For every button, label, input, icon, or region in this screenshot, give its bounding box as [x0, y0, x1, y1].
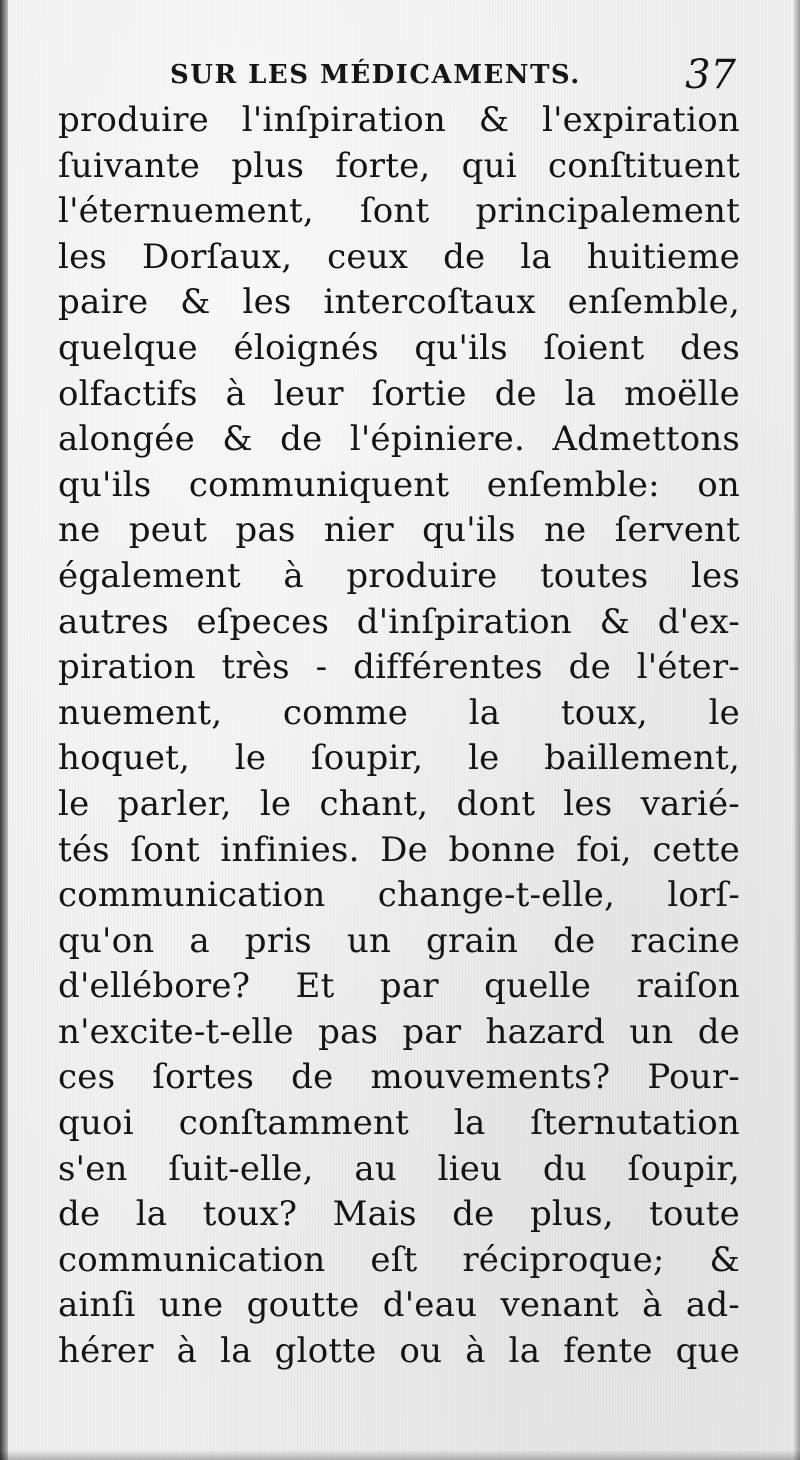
text-line: ces ſortes de mouvements? Pour-: [58, 1057, 740, 1098]
text-line: ne peut pas nier qu'ils ne ſervent: [58, 510, 740, 551]
text-line: ſuivante plus forte, qui conſtituent: [58, 145, 740, 186]
page-bottom-edge: [0, 1450, 800, 1460]
text-line: ainſi une goutte d'eau venant à ad-: [58, 1285, 740, 1326]
text-line: également à produire toutes les: [58, 555, 740, 596]
text-line: communication change-t-elle, lorſ-: [58, 875, 740, 916]
text-line: tés ſont infinies. De bonne foi, cette: [58, 829, 740, 870]
text-line: d'ellébore? Et par quelle raiſon: [58, 966, 740, 1007]
text-line: hérer à la glotte ou à la fente que: [58, 1331, 740, 1372]
page-number: 37: [685, 52, 736, 98]
body-text: [58, 98, 740, 1375]
text-line: paire & les intercoſtaux enſemble,: [58, 282, 740, 323]
page-right-edge: [794, 0, 800, 1460]
text-line: quelque éloignés qu'ils ſoient des: [58, 327, 740, 368]
text-line: de la toux? Mais de plus, toute: [58, 1194, 740, 1235]
text-line: qu'on a pris un grain de racine: [58, 920, 740, 961]
text-line: le parler, le chant, dont les varié-: [58, 783, 740, 824]
text-line: quoi conſtamment la ſternutation: [58, 1103, 740, 1144]
text-line: produire l'inſpiration & l'expiration: [58, 100, 740, 140]
running-head-title: SUR LES MÉDICAMENTS.: [170, 60, 581, 90]
text-line: alongée & de l'épiniere. Admettons: [58, 419, 740, 460]
text-line: qu'ils communiquent enſemble: on: [58, 464, 740, 505]
page-left-edge-shadow: [0, 0, 8, 1460]
text-line: s'en ſuit-elle, au lieu du ſoupir,: [58, 1148, 740, 1189]
text-line: hoquet, le ſoupir, le baillement,: [58, 738, 740, 779]
running-head: [170, 52, 740, 102]
text-line: n'excite-t-elle pas par hazard un de: [58, 1011, 740, 1052]
text-line: l'éternuement, ſont principalement: [58, 191, 740, 232]
text-line: communication eſt réciproque; &: [58, 1239, 740, 1280]
text-line: autres eſpeces d'inſpiration & d'ex-: [58, 601, 740, 642]
text-line: piration très - différentes de l'éter-: [58, 647, 740, 688]
text-line: nuement, comme la toux, le: [58, 692, 740, 733]
text-line: les Dorſaux, ceux de la huitieme: [58, 236, 740, 277]
text-line: olfactifs à leur ſortie de la moëlle: [58, 373, 740, 414]
